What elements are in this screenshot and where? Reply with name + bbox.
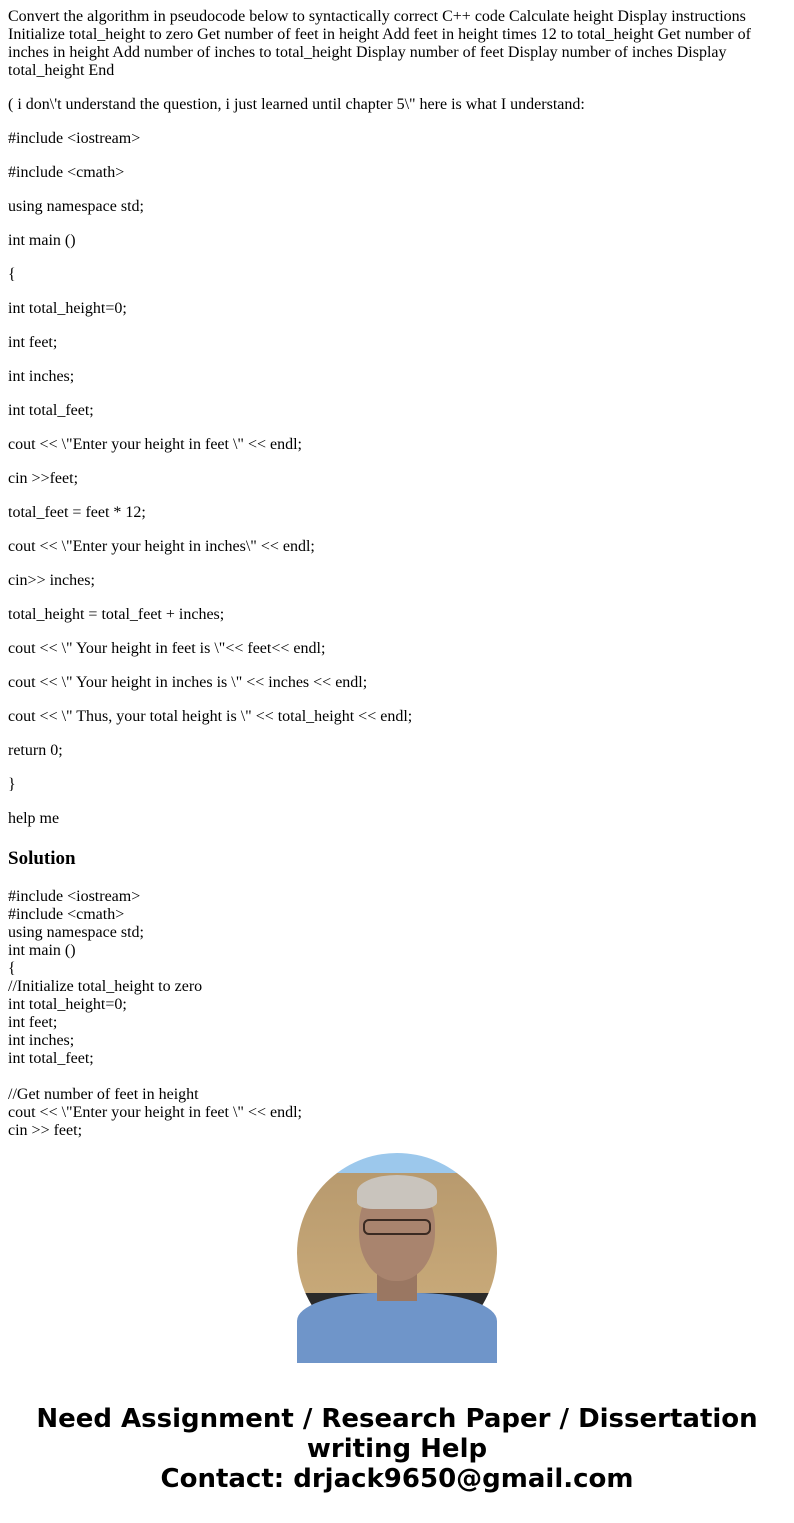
question-note: ( i don\'t understand the question, i just learned until chapter 5\" here is what I understand: [8,96,585,113]
code-line: int total_feet; [8,402,94,419]
code-line: #include <iostream> [8,130,141,147]
code-line: int total_height=0; [8,300,127,317]
code-line: cout << \" Your height in inches is \" << inches << endl; [8,674,368,691]
question-code [8,130,786,828]
code-line: total_feet = feet * 12; [8,504,146,521]
banner-line-1: Need Assignment / Research Paper / Dissertation [36,1404,758,1434]
contact-banner [0,1404,794,1494]
code-line: int feet; [8,334,58,351]
question-text: Convert the algorithm in pseudocode below to syntactically correct C++ code Calculate height Display instructions Initialize total_height to zero Get number of feet in height Add feet in height times 12 to total_height Get number of inches in height Add number of inches to total_height Display number of feet Display number of inches Display total_height End [8,8,751,79]
page-content [8,0,786,1139]
code-line: #include <cmath> [8,164,125,181]
code-line: help me [8,810,60,827]
code-line: int main () [8,232,76,249]
banner-line-2: writing Help [306,1434,488,1464]
code-line: using namespace std; [8,198,144,215]
code-line: total_height = total_feet + inches; [8,606,225,623]
code-line: int inches; [8,368,75,385]
author-avatar [297,1153,497,1353]
code-line: cout << \" Thus, your total height is \" << total_height << endl; [8,708,413,725]
code-line: return 0; [8,742,63,759]
code-line: cout << \"Enter your height in feet \" << endl; [8,436,302,453]
code-line: cout << \" Your height in feet is \"<< feet<< endl; [8,640,326,657]
banner-line-3: Contact: drjack9650@gmail.com [160,1464,634,1494]
code-line: { [8,266,16,283]
code-line: cin>> inches; [8,572,95,589]
solution-heading: Solution [8,848,76,869]
code-line: cin >>feet; [8,470,79,487]
code-line: } [8,776,16,793]
code-line: cout << \"Enter your height in inches\" << endl; [8,538,315,555]
solution-code: #include <iostream> #include <cmath> using namespace std; int main () { //Initialize total_height to zero int total_height=0; int feet; int inches; int total_feet; //Get number of feet in height cout << \"Enter your height in feet \" << endl; cin >> feet; [8,888,302,1139]
